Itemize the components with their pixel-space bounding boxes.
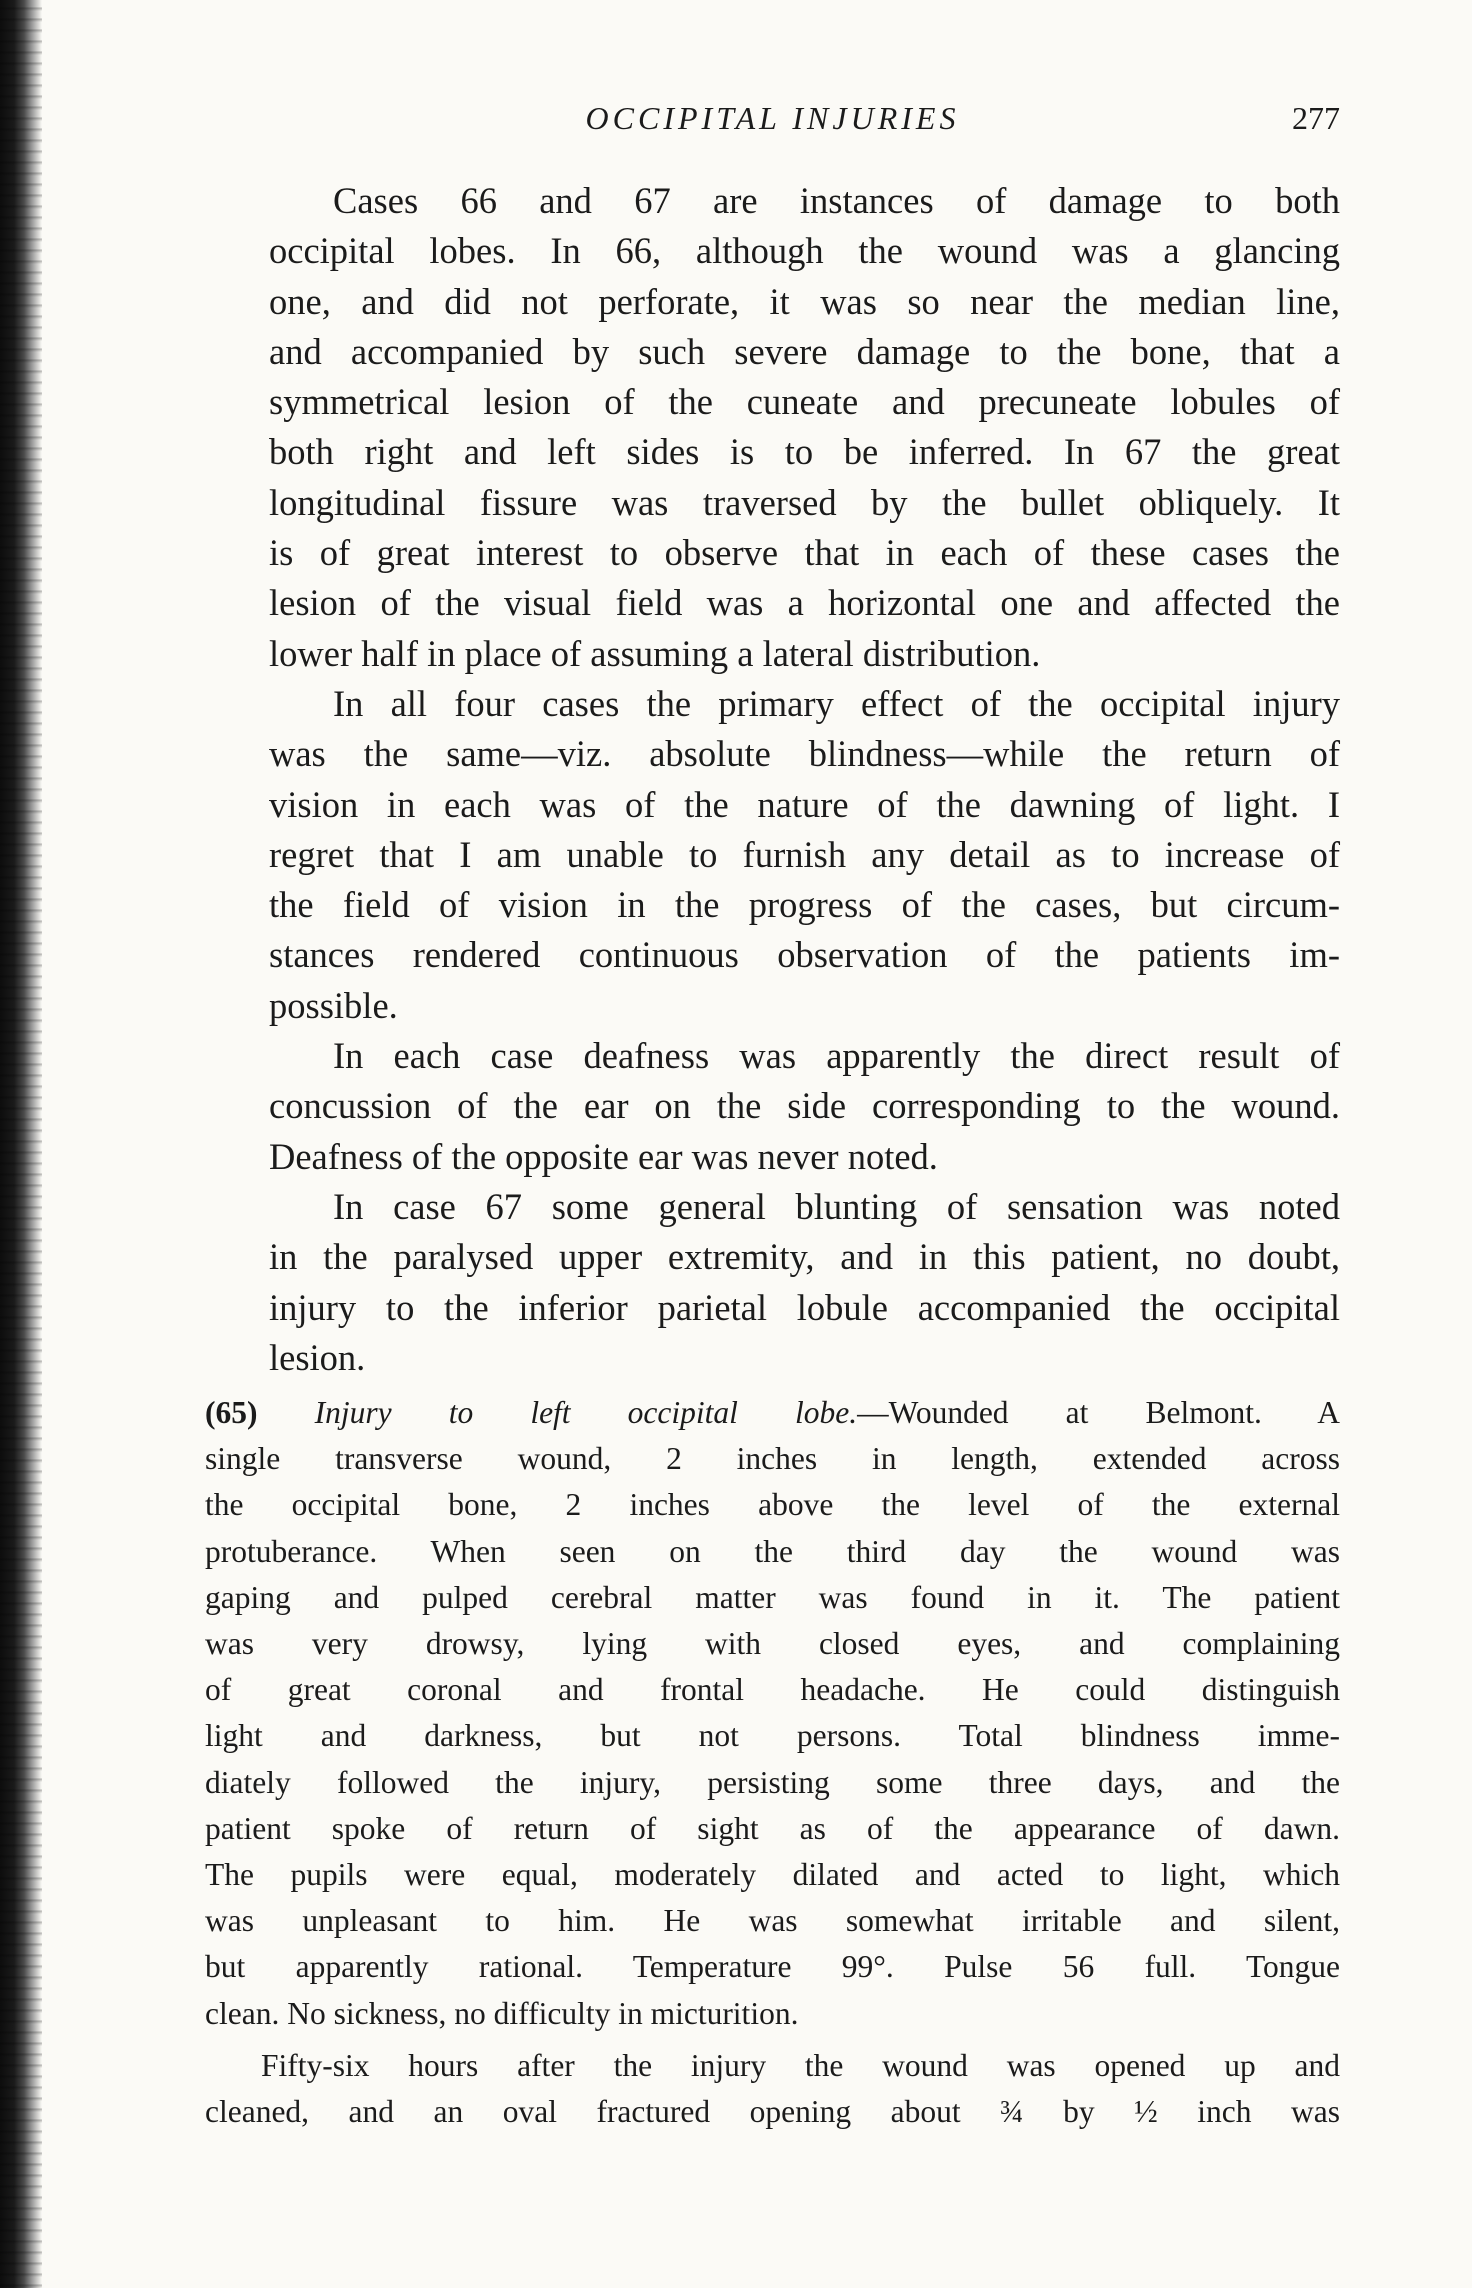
- text-line: the occipital bone, 2 inches above the level of the external: [205, 1487, 1340, 1523]
- text-line: lesion.: [269, 1336, 366, 1378]
- paragraph-2: [205, 679, 1340, 1031]
- text-line: occipital lobes. In 66, although the wound was a glancing: [269, 230, 1340, 272]
- case-first-line: [205, 1390, 1340, 1436]
- text-line: In all four cases the primary effect of the occipital injury: [333, 682, 1340, 724]
- text-line: The pupils were equal, moderately dilated and acted to light, which: [205, 1857, 1340, 1893]
- case-number: (65): [205, 1395, 258, 1430]
- text-line: cleaned, and an oval fractured opening about ¾ by ½ inch was: [205, 2094, 1340, 2130]
- text-line: vision in each was of the nature of the dawning of light. I: [269, 783, 1340, 825]
- text-line: regret that I am unable to furnish any detail as to increase of: [269, 833, 1340, 875]
- text-line: symmetrical lesion of the cuneate and precuneate lobules of: [269, 381, 1340, 423]
- text-line: protuberance. When seen on the third day the wound was: [205, 1533, 1340, 1569]
- text-line: one, and did not perforate, it was so near the median line,: [269, 280, 1340, 322]
- paragraph-3: [205, 1031, 1340, 1182]
- text-line: diately followed the injury, persisting some three days, and the: [205, 1764, 1340, 1800]
- page-header: [205, 100, 1340, 150]
- main-text: [205, 176, 1340, 1383]
- case-65-report: [205, 1390, 1340, 2135]
- running-title: OCCIPITAL INJURIES: [585, 100, 960, 136]
- text-line: Deafness of the opposite ear was never noted.: [269, 1135, 938, 1177]
- text-line: concussion of the ear on the side corresponding to the wound.: [269, 1085, 1340, 1127]
- text-line: the field of vision in the progress of the cases, but circum-: [269, 884, 1340, 926]
- text-line: patient spoke of return of sight as of the appearance of dawn.: [205, 1810, 1340, 1846]
- text-line: in the paralysed upper extremity, and in this patient, no doubt,: [269, 1236, 1340, 1278]
- text-line: lesion of the visual field was a horizontal one and affected the: [269, 582, 1340, 624]
- paragraph-4: [205, 1182, 1340, 1383]
- text-line: of great coronal and frontal headache. He could distinguish: [205, 1672, 1340, 1708]
- case-heading: Injury to left occipital lobe.: [314, 1395, 858, 1430]
- text-line: injury to the inferior parietal lobule accompanied the occipital: [269, 1286, 1340, 1328]
- page-number: 277: [1292, 100, 1340, 136]
- text-line: was unpleasant to him. He was somewhat irritable and silent,: [205, 1903, 1340, 1939]
- text-line: clean. No sickness, no difficulty in micturition.: [205, 1995, 799, 2031]
- scanned-binding-edge: [0, 0, 42, 2288]
- text-line: In each case deafness was apparently the direct result of: [333, 1035, 1340, 1077]
- text-line: Fifty-six hours after the injury the wound was opened up and: [261, 2047, 1340, 2083]
- text-line: both right and left sides is to be inferred. In 67 the great: [269, 431, 1340, 473]
- text-line: and accompanied by such severe damage to the bone, that a: [269, 330, 1340, 372]
- text-line: stances rendered continuous observation of the patients im-: [269, 934, 1340, 976]
- paragraph-1: [205, 176, 1340, 679]
- text-line: single transverse wound, 2 inches in length, extended across: [205, 1441, 1340, 1477]
- text-line: possible.: [269, 984, 398, 1026]
- case-paragraph-1: [205, 1390, 1340, 2037]
- text-line: was the same—viz. absolute blindness—while the return of: [269, 733, 1340, 775]
- text-line: but apparently rational. Temperature 99°. Pulse 56 full. Tongue: [205, 1949, 1340, 1985]
- text-line: light and darkness, but not persons. Total blindness imme-: [205, 1718, 1340, 1754]
- case-paragraph-2: [205, 2043, 1340, 2135]
- text-line: gaping and pulped cerebral matter was found in it. The patient: [205, 1579, 1340, 1615]
- case-first-line-rest: —Wounded at Belmont. A: [857, 1395, 1341, 1430]
- text-line: Cases 66 and 67 are instances of damage to both: [333, 180, 1340, 221]
- text-line: was very drowsy, lying with closed eyes, and complaining: [205, 1626, 1340, 1662]
- text-line: lower half in place of assuming a lateral distribution.: [269, 632, 1041, 674]
- text-line: longitudinal fissure was traversed by the bullet obliquely. It: [269, 481, 1340, 523]
- text-line: is of great interest to observe that in each of these cases the: [269, 532, 1340, 574]
- text-line: In case 67 some general blunting of sensation was noted: [333, 1185, 1340, 1227]
